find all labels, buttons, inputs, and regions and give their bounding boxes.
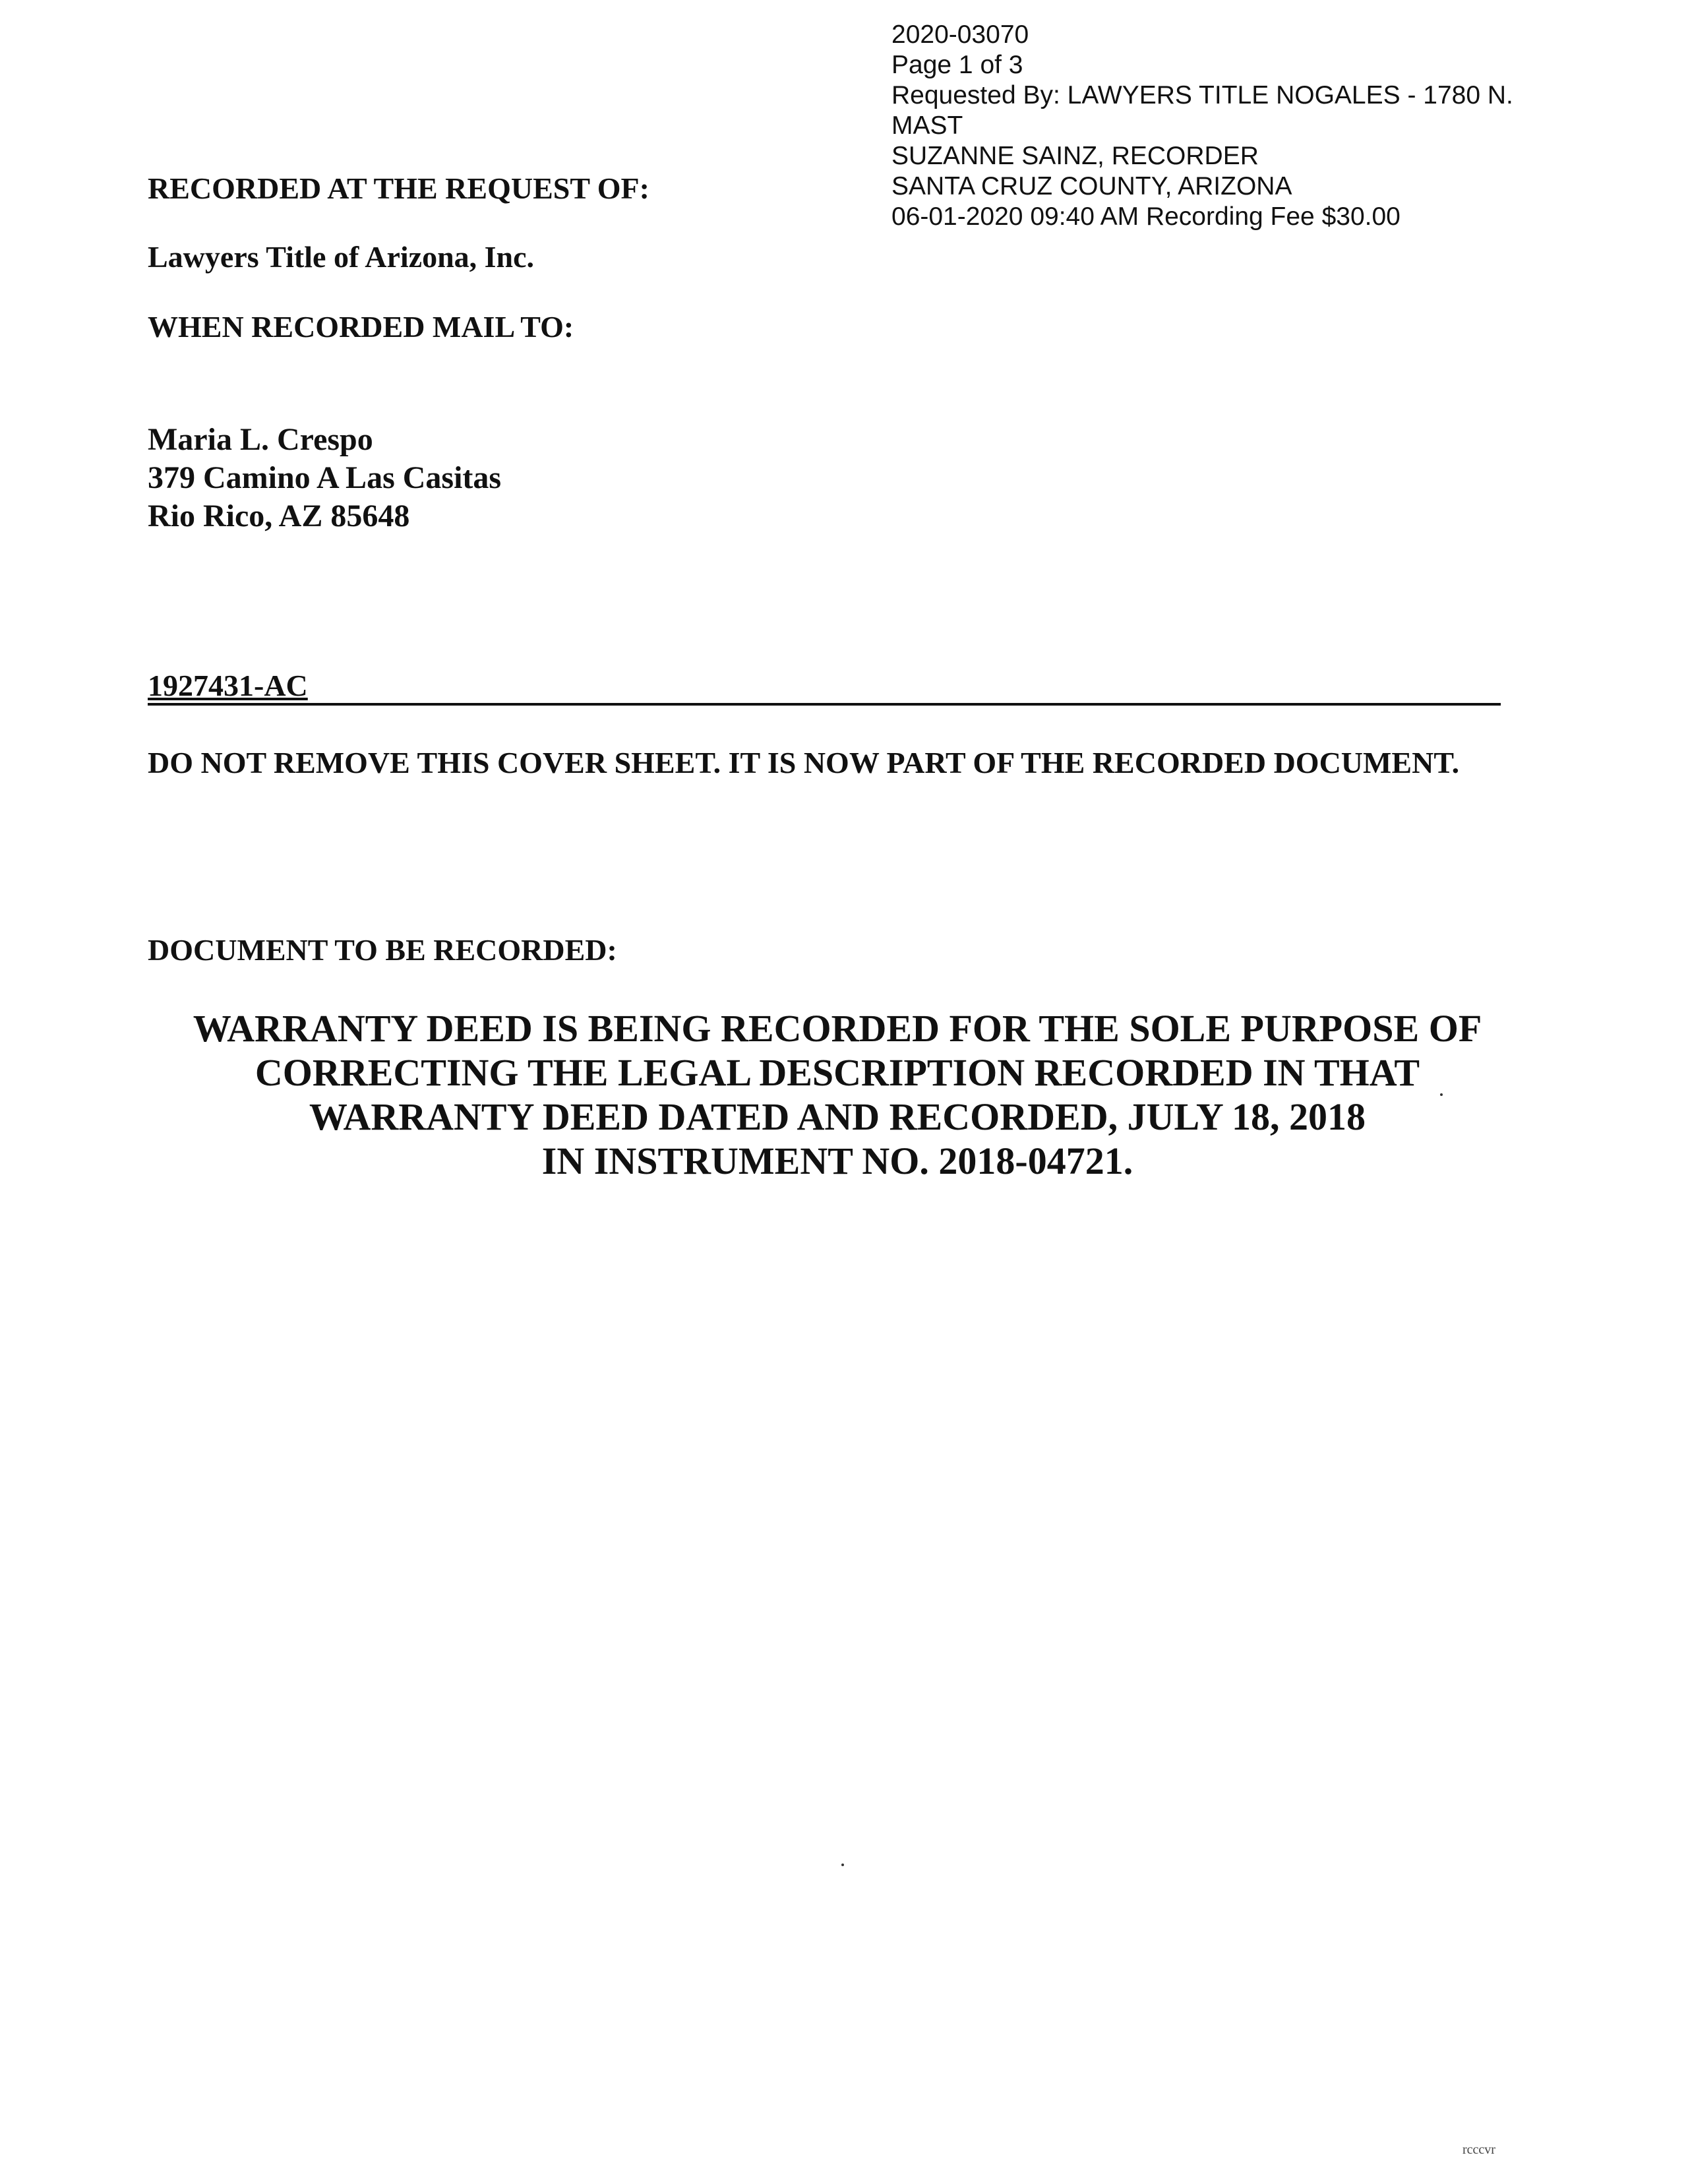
- recording-purpose-statement: [119, 1006, 1556, 1183]
- requester-name: Lawyers Title of Arizona, Inc.: [148, 240, 535, 274]
- recipient-name: Maria L. Crespo: [148, 422, 373, 457]
- purpose-line-3: WARRANTY DEED DATED AND RECORDED, JULY 18, 2018: [309, 1095, 1366, 1138]
- recording-stamp: [891, 20, 1617, 232]
- stray-mark: [841, 1864, 844, 1866]
- page-count: Page 1 of 3: [891, 51, 1023, 79]
- requested-by-line-2: MAST: [891, 111, 963, 140]
- document-to-be-recorded-heading: DOCUMENT TO BE RECORDED:: [148, 933, 617, 967]
- instrument-number: 2020-03070: [891, 20, 1029, 49]
- mail-to-heading: WHEN RECORDED MAIL TO:: [148, 310, 574, 344]
- recorder-name: SUZANNE SAINZ, RECORDER: [891, 142, 1259, 170]
- purpose-line-1: WARRANTY DEED IS BEING RECORDED FOR THE SOLE PURPOSE OF: [193, 1007, 1482, 1050]
- mail-to-address: [148, 421, 501, 535]
- stray-mark: [1440, 1093, 1443, 1096]
- purpose-line-4: IN INSTRUMENT NO. 2018-04721.: [541, 1139, 1133, 1182]
- cover-sheet-notice: DO NOT REMOVE THIS COVER SHEET. IT IS NOW PART OF THE RECORDED DOCUMENT.: [148, 746, 1460, 779]
- requested-by-line-1: Requested By: LAWYERS TITLE NOGALES - 1780 N.: [891, 81, 1513, 109]
- recipient-city-state-zip: Rio Rico, AZ 85648: [148, 499, 410, 533]
- form-code: rcccvr: [1462, 2142, 1495, 2157]
- recorded-request-heading: RECORDED AT THE REQUEST OF:: [148, 171, 649, 205]
- recording-date-fee: 06-01-2020 09:40 AM Recording Fee $30.00: [891, 202, 1401, 231]
- order-number: 1927431-AC: [148, 669, 308, 702]
- recorder-county: SANTA CRUZ COUNTY, ARIZONA: [891, 172, 1292, 200]
- recipient-street: 379 Camino A Las Casitas: [148, 460, 502, 495]
- order-number-rule: [148, 703, 1501, 706]
- order-number-row: [148, 666, 1501, 706]
- purpose-line-2: CORRECTING THE LEGAL DESCRIPTION RECORDED IN THAT: [255, 1051, 1420, 1094]
